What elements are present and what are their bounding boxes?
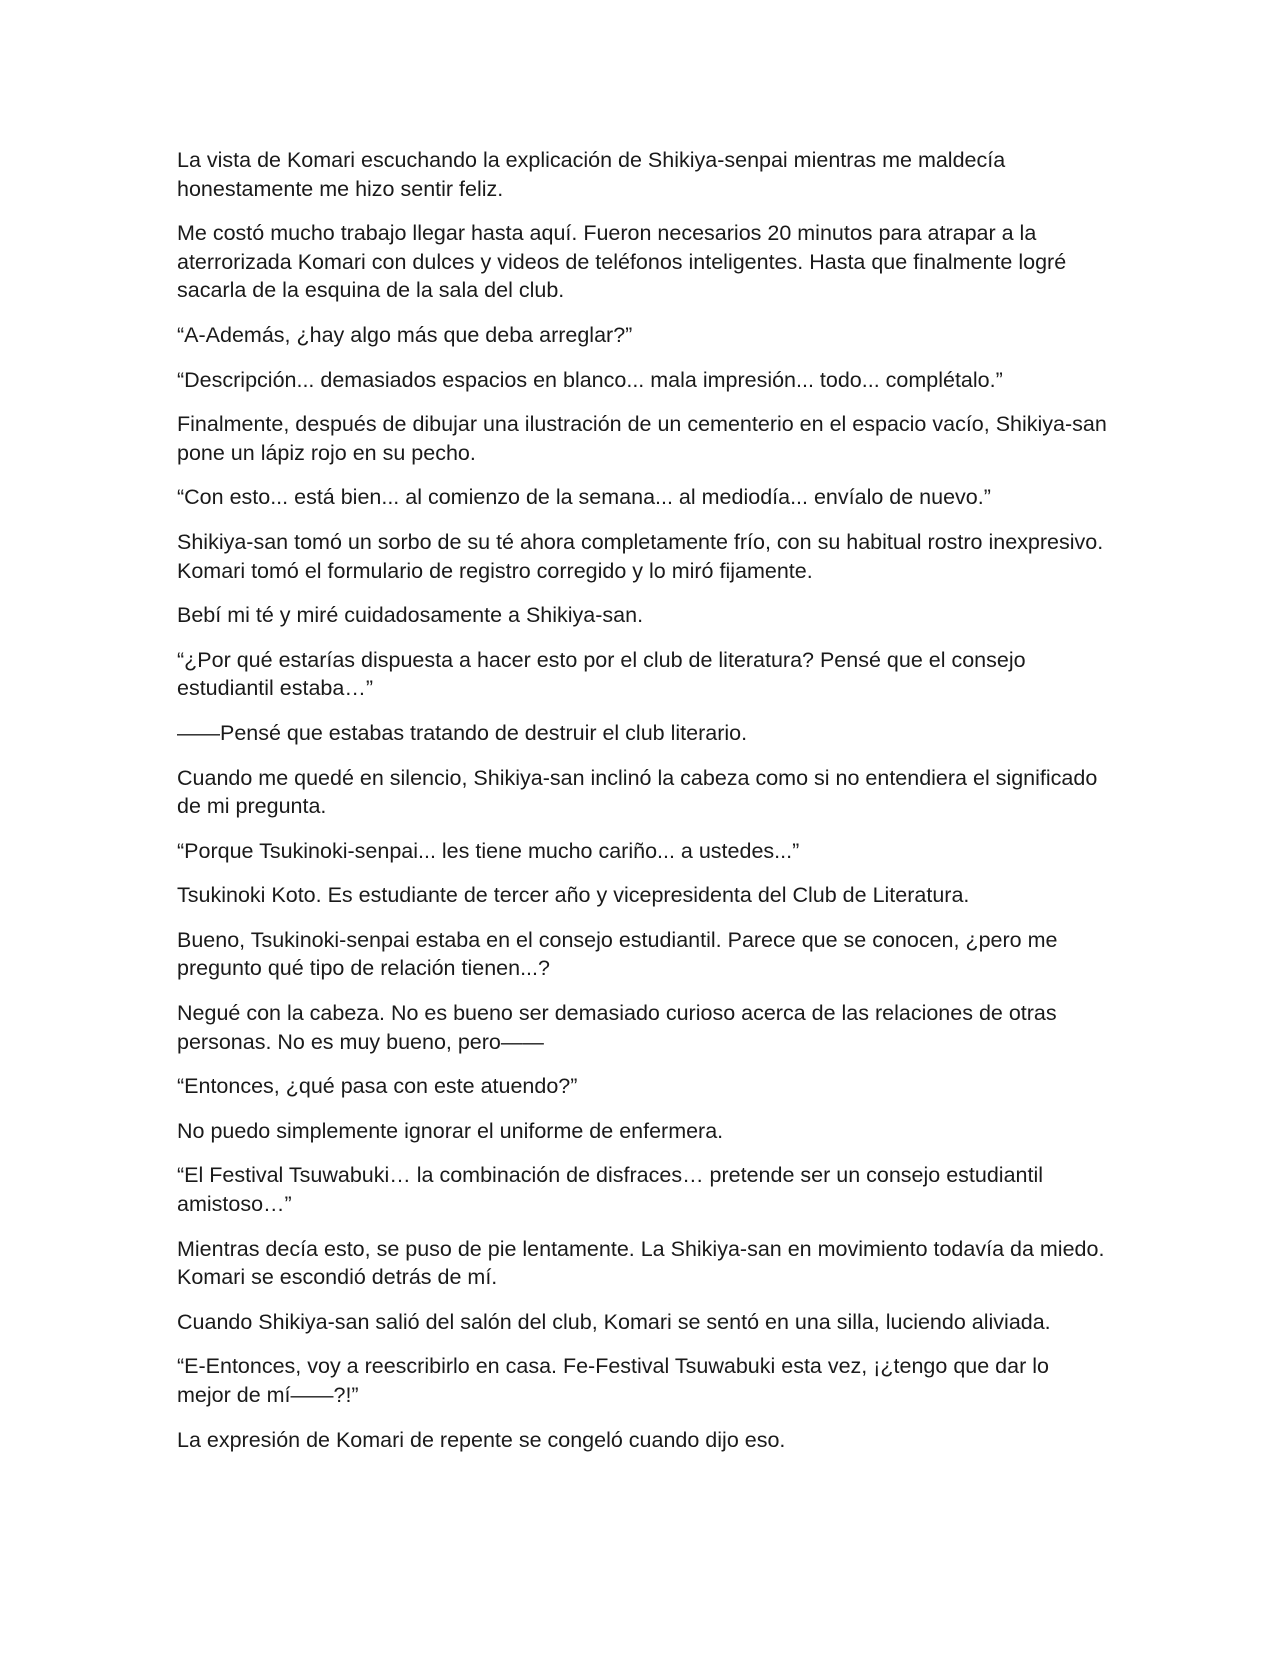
- paragraph: La vista de Komari escuchando la explicación de Shikiya-senpai mientras me maldecía honestamente me hizo sentir feliz.: [177, 148, 1006, 201]
- paragraph: ——Pensé que estabas tratando de destruir el club literario.: [177, 720, 748, 745]
- paragraph: No puedo simplemente ignorar el uniforme de enfermera.: [177, 1118, 724, 1143]
- paragraph: “E-Entonces, voy a reescribirlo en casa. Fe-Festival Tsuwabuki esta vez, ¡¿tengo que dar lo mejor de mí——?!”: [177, 1354, 1049, 1407]
- paragraph: “A-Además, ¿hay algo más que deba arreglar?”: [177, 322, 633, 347]
- paragraph: La expresión de Komari de repente se congeló cuando dijo eso.: [177, 1427, 786, 1452]
- paragraph: Tsukinoki Koto. Es estudiante de tercer año y vicepresidenta del Club de Literatura.: [177, 883, 970, 908]
- paragraph: Bebí mi té y miré cuidadosamente a Shikiya-san.: [177, 603, 644, 628]
- paragraph: “Con esto... está bien... al comienzo de la semana... al mediodía... envíalo de nuevo.”: [177, 485, 991, 510]
- paragraph: Mientras decía esto, se puso de pie lentamente. La Shikiya-san en movimiento todavía da miedo. Komari se escondió detrás de mí.: [177, 1236, 1105, 1290]
- paragraph: Bueno, Tsukinoki-senpai estaba en el consejo estudiantil. Parece que se conocen, ¿pero me pregunto qué tipo de relación tienen...?: [177, 927, 1058, 981]
- paragraph: Negué con la cabeza. No es bueno ser demasiado curioso acerca de las relaciones de otras personas. No es muy bueno, pero——: [177, 1001, 1057, 1054]
- body-text: [177, 146, 1107, 1470]
- paragraph: Cuando me quedé en silencio, Shikiya-san inclinó la cabeza como si no entendiera el significado de mi pregunta.: [177, 765, 1098, 819]
- paragraph: Finalmente, después de dibujar una ilustración de un cementerio en el espacio vacío, Shikiya-san pone un lápiz rojo en su pecho.: [177, 412, 1107, 465]
- paragraph: “El Festival Tsuwabuki… la combinación de disfraces… pretende ser un consejo estudiantil amistoso…”: [177, 1163, 1044, 1217]
- paragraph: Cuando Shikiya-san salió del salón del club, Komari se sentó en una silla, luciendo aliviada.: [177, 1309, 1051, 1334]
- paragraph: “Entonces, ¿qué pasa con este atuendo?”: [177, 1074, 578, 1099]
- paragraph: “Porque Tsukinoki-senpai... les tiene mucho cariño... a ustedes...”: [177, 838, 800, 863]
- paragraph: Shikiya-san tomó un sorbo de su té ahora completamente frío, con su habitual rostro inexpresivo. Komari tomó el formulario de registro corregido y lo miró fijamente.: [177, 529, 1104, 583]
- paragraph: “¿Por qué estarías dispuesta a hacer esto por el club de literatura? Pensé que el consejo estudiantil estaba…”: [177, 647, 1026, 701]
- paragraph: Me costó mucho trabajo llegar hasta aquí. Fueron necesarios 20 minutos para atrapar a la aterrorizada Komari con dulces y videos de teléfonos inteligentes. Hasta que finalmente logré sacarla de la esquina de la sala del club.: [177, 221, 1067, 303]
- paragraph: “Descripción... demasiados espacios en blanco... mala impresión... todo... complétalo.”: [177, 367, 1003, 392]
